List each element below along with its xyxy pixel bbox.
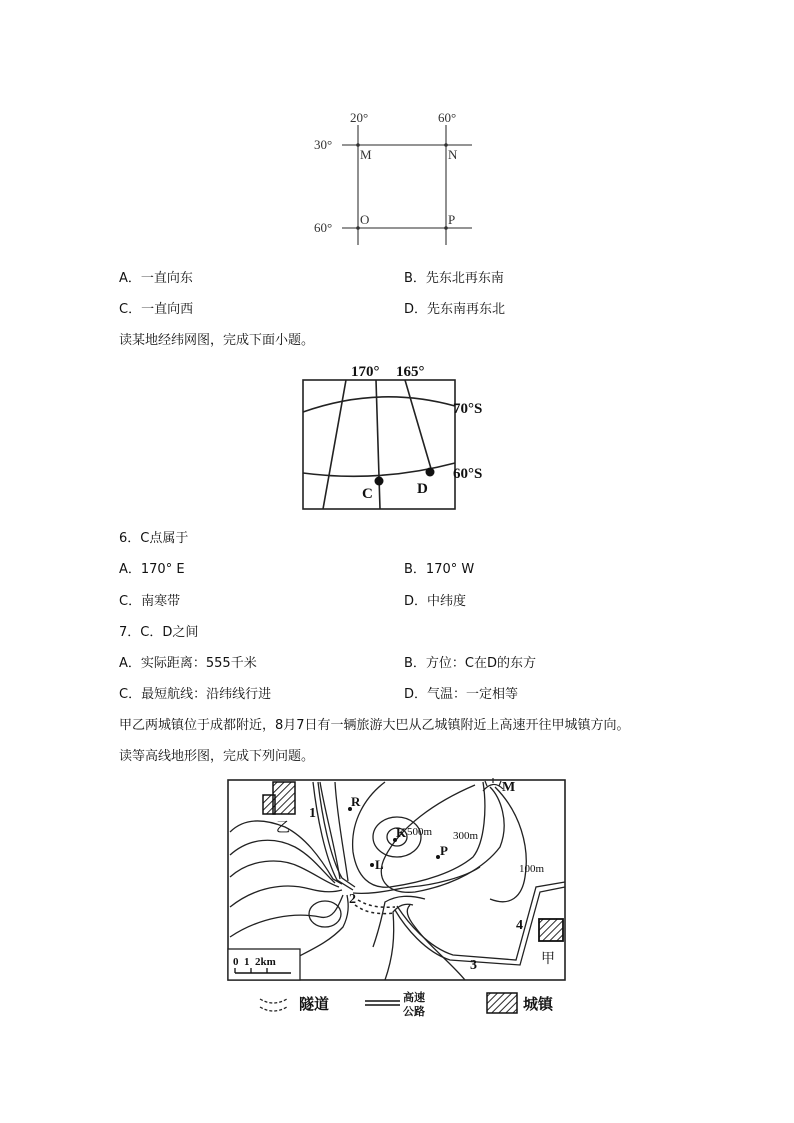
label-num-2: 2 bbox=[349, 892, 356, 907]
label-town-jia: 甲 bbox=[541, 952, 555, 967]
town-jia-icon bbox=[539, 919, 563, 941]
parallel-70s bbox=[303, 397, 455, 412]
q5-option-a: A．一直向东 bbox=[119, 271, 193, 286]
q6-option-d: D．中纬度 bbox=[404, 594, 467, 609]
q7-option-c: C．最短航线：沿纬线行进 bbox=[119, 687, 272, 702]
label-lat-60: 60° bbox=[314, 220, 333, 235]
point-c-dot bbox=[375, 477, 384, 486]
label-town-yi: 乙 bbox=[276, 821, 290, 836]
label-contour-300: 300m bbox=[453, 830, 479, 842]
point-d-dot bbox=[426, 468, 435, 477]
label-point-o: O bbox=[360, 212, 370, 227]
point-l-dot bbox=[370, 863, 374, 867]
q5-option-d: D．先东南再东北 bbox=[404, 302, 506, 317]
label-num-4: 4 bbox=[516, 918, 523, 933]
latlon-grid-figure bbox=[300, 105, 490, 245]
label-point-n: N bbox=[448, 147, 458, 162]
legend-highway-label-2: 公路 bbox=[403, 1006, 425, 1018]
label-point-p: P bbox=[448, 212, 456, 227]
label-point-m: M bbox=[502, 780, 516, 795]
contour-map-figure bbox=[225, 777, 570, 1022]
q6-option-a: A．170° E bbox=[119, 562, 185, 577]
label-lon-20: 20° bbox=[350, 110, 369, 125]
intro-contour-text: 读等高线地形图，完成下列问题。 bbox=[119, 749, 315, 764]
label-lon-165: 165° bbox=[396, 364, 425, 380]
q7-option-a: A．实际距离：555千米 bbox=[119, 656, 257, 671]
label-lat-60s: 60°S bbox=[453, 466, 483, 482]
intro-grid-text: 读某地经纬网图，完成下面小题。 bbox=[119, 333, 315, 348]
label-contour-500: 500m bbox=[407, 826, 433, 838]
meridian-a bbox=[323, 380, 346, 509]
legend-tunnel-label: 隧道 bbox=[299, 997, 330, 1013]
label-lon-60: 60° bbox=[438, 110, 457, 125]
legend-town-label: 城镇 bbox=[523, 997, 554, 1013]
label-point-r: R bbox=[351, 794, 361, 809]
label-point-p: P bbox=[440, 843, 448, 858]
label-point-d: D bbox=[417, 481, 428, 497]
legend-town-symbol bbox=[487, 993, 517, 1013]
intro-bus-text: 甲乙两城镇位于成都附近，8月7日有一辆旅游大巴从乙城镇附近上高速开往甲城镇方向。 bbox=[119, 718, 630, 733]
label-point-l: L bbox=[375, 857, 384, 872]
q5-option-b: B．先东北再东南 bbox=[404, 271, 504, 286]
polar-grid-figure bbox=[300, 360, 500, 512]
meridian-165 bbox=[405, 380, 432, 472]
meridian-170 bbox=[376, 380, 380, 509]
label-point-m: M bbox=[360, 147, 372, 162]
legend-tunnel-symbol bbox=[260, 999, 287, 1003]
q6-option-b: B．170° W bbox=[404, 562, 475, 577]
label-point-k: K bbox=[396, 825, 407, 840]
q7-option-d: D．气温：一定相等 bbox=[404, 687, 519, 702]
town-yi-icon-b bbox=[263, 795, 275, 814]
label-num-1: 1 bbox=[309, 806, 316, 821]
q7-option-b: B．方位：C在D的东方 bbox=[404, 656, 537, 671]
label-contour-100: 100m bbox=[519, 863, 545, 875]
legend-tunnel-symbol-b bbox=[260, 1007, 287, 1011]
label-num-3: 3 bbox=[470, 958, 477, 973]
label-point-c: C bbox=[362, 486, 373, 502]
label-scale: 0 1 2km bbox=[233, 956, 276, 968]
q6-option-c: C．南寒带 bbox=[119, 594, 181, 609]
label-lat-30: 30° bbox=[314, 137, 333, 152]
town-yi-icon bbox=[273, 782, 295, 814]
label-lat-70s: 70°S bbox=[453, 401, 483, 417]
q5-option-c: C．一直向西 bbox=[119, 302, 194, 317]
q6-stem: 6．C点属于 bbox=[119, 531, 189, 546]
label-lon-170: 170° bbox=[351, 364, 380, 380]
q7-stem: 7．C．D之间 bbox=[119, 625, 199, 640]
legend-highway-label-1: 高速 bbox=[403, 992, 425, 1004]
